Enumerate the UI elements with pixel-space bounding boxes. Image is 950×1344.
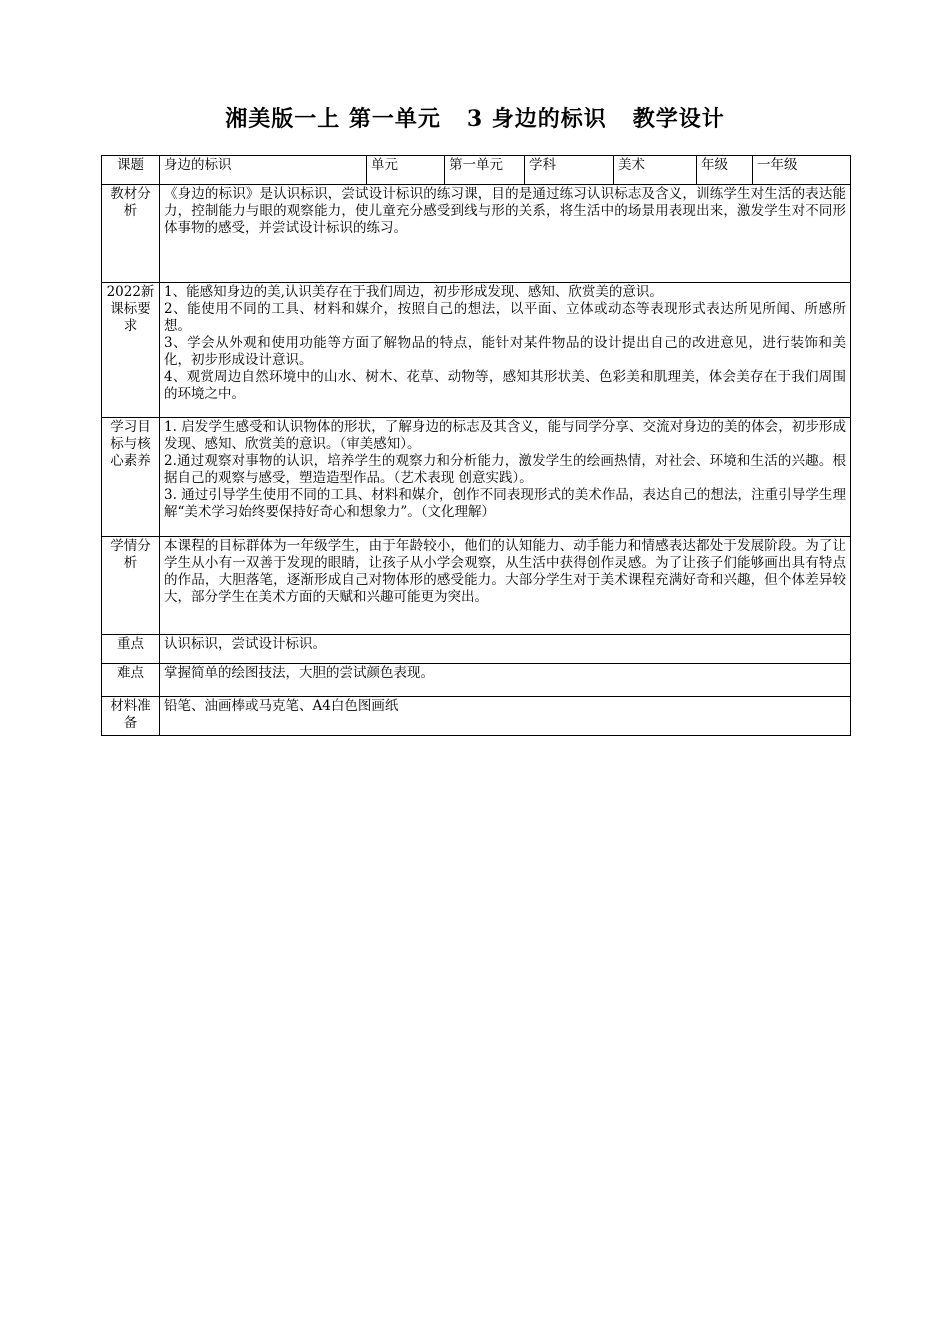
table-row [102,185,851,283]
content-line: 掌握简单的绘图技法，大胆的尝试颜色表现。 [164,665,434,681]
unit-label: 单元 [367,156,445,185]
table-row [102,635,851,664]
subject-label: 学科 [525,156,614,185]
content-line: 1. 启发学生感受和认识物体的形状，了解身边的标志及其含义，能与同学分享、交流对身边的美的体会，初步形成发现、感知、欣赏美的意识。（审美感知）。 [164,419,846,452]
subject-value: 美术 [614,156,697,185]
row-content-learning-objectives [160,418,851,537]
row-label-student-analysis: 学情分析 [102,537,160,635]
row-content-curriculum-standard [160,283,851,418]
topic-value: 身边的标识 [160,156,367,185]
content-line: 4、观赏周边自然环境中的山水、树木、花草、动物等，感知其形状美、色彩美和肌理美，体会美存在于我们周围的环境之中。 [164,369,846,402]
table-row [102,537,851,635]
document-title: 湘美版一上 第一单元 3 身边的标识 教学设计 [225,106,725,132]
row-label-materials: 材料准备 [102,697,160,736]
row-label-textbook-analysis: 教材分析 [102,185,160,283]
row-label-difficulty: 难点 [102,664,160,697]
row-content-key-point [160,635,851,664]
content-line: 3、学会从外观和使用功能等方面了解物品的特点，能针对某件物品的设计提出自己的改进意见，进行装饰和美化，初步形成设计意识。 [164,335,846,368]
row-label-key-point: 重点 [102,635,160,664]
table-row [102,418,851,537]
unit-value: 第一单元 [445,156,525,185]
grade-value: 一年级 [753,156,851,185]
content-line: 铅笔、油画棒或马克笔、A4白色图画纸 [164,698,399,714]
lesson-plan-table [101,155,851,736]
content-line: 1、能感知身边的美,认识美存在于我们周边，初步形成发现、感知、欣赏美的意识。 [164,284,663,300]
content-line: 认识标识，尝试设计标识。 [164,636,326,652]
topic-label: 课题 [102,156,160,185]
row-content-textbook-analysis [160,185,851,283]
grade-label: 年级 [697,156,753,185]
row-content-materials [160,697,851,736]
content-line: 2.通过观察对事物的认识，培养学生的观察力和分析能力，激发学生的绘画热情，对社会、环境和生活的兴趣。根据自己的观察与感受，塑造造型作品。（艺术表现 创意实践）。 [164,453,846,486]
table-row [102,664,851,697]
row-label-curriculum-standard: 2022新课标要求 [102,283,160,418]
content-line: 《身边的标识》是认识标识，尝试设计标识的练习课，目的是通过练习认识标志及含义，训练学生对生活的表达能力，控制能力与眼的观察能力，使儿童充分感受到线与形的关系，将生活中的场景用表现出来，激发学生对不同形体事物的感受，并尝试设计标识的练习。 [164,186,846,236]
row-label-learning-objectives: 学习目标与核心素养 [102,418,160,537]
row-content-student-analysis [160,537,851,635]
row-content-difficulty [160,664,851,697]
content-line: 3. 通过引导学生使用不同的工具、材料和媒介，创作不同表现形式的美术作品，表达自己的想法，注重引导学生理解“美术学习始终要保持好奇心和想象力”。（文化理解） [164,487,846,520]
table-row [102,283,851,418]
content-line: 2、能使用不同的工具、材料和媒介，按照自己的想法，以平面、立体或动态等表现形式表达所见所闻、所感所想。 [164,301,846,334]
table-row [102,697,851,736]
header-row [102,156,851,185]
content-line: 本课程的目标群体为一年级学生，由于年龄较小，他们的认知能力、动手能力和情感表达都处于发展阶段。为了让学生从小有一双善于发现的眼睛，让孩子从小学会观察，从生活中获得创作灵感。为了让孩子们能够画出具有特点的作品，大胆落笔，逐渐形成自己对物体形的感受能力。大部分学生对于美术课程充满好奇和兴趣，但个体差异较大，部分学生在美术方面的天赋和兴趣可能更为突出。 [164,538,846,605]
